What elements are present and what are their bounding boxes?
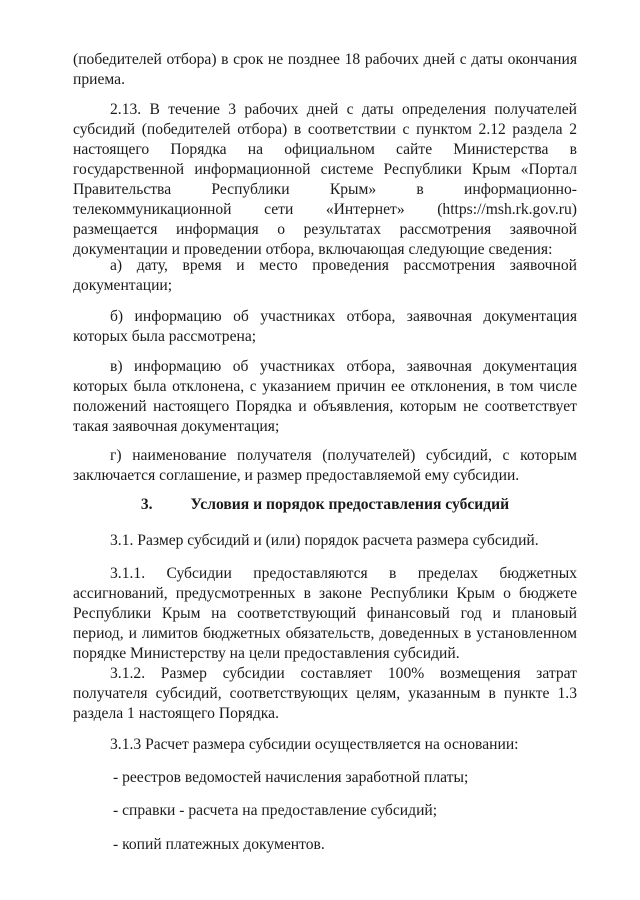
list-item: - справки - расчета на предоставление субсидий; [113,802,438,819]
paragraph-3-1-1: 3.1.1. Субсидии предоставляются в пределах бюджетных ассигнований, предусмотренных в законе Республики Крым о бюджете Республики Крым на соответствующий финансовый год и плановый период, и лимитов бюджетных обязательств, доведенных в установленном порядке Министерству на цели предоставления субсидий. [73,565,577,662]
item-g: г) наименование получателя (получателей) субсидий, с которым заключается соглашение, и размер предоставляемой ему субсидии. [73,447,577,484]
item-a: а) дату, время и место проведения рассмотрения заявочной документации; [73,257,577,294]
paragraph-3-1-3: 3.1.3 Расчет размера субсидии осуществляется на основании: [110,736,519,753]
list-item: - реестров ведомостей начисления заработной платы; [113,769,469,786]
paragraph-3-1-2: 3.1.2. Размер субсидии составляет 100% возмещения затрат получателя субсидий, соответствующих целям, указанным в пункте 1.3 раздела 1 настоящего Порядка. [73,665,577,722]
paragraph-intro: (победителей отбора) в срок не позднее 18 рабочих дней с даты окончания приема. [73,51,577,88]
list-item: - копий платежных документов. [113,836,325,853]
section-title: Условия и порядок предоставления субсидий [190,496,510,513]
paragraph-3-1: 3.1. Размер субсидий и (или) порядок расчета размера субсидий. [110,532,539,549]
section-heading [73,495,577,515]
item-v: в) информацию об участниках отбора, заявочная документация которых была отклонена, с указанием причин ее отклонения, в том числе положений настоящего Порядка и объявления, которым не соответствует такая заявочная документация; [73,358,577,435]
item-b: б) информацию об участниках отбора, заявочная документация которых была рассмотрена; [73,308,577,345]
paragraph-2-13: 2.13. В течение 3 рабочих дней с даты определения получателей субсидий (победителей отбора) в соответствии с пунктом 2.12 раздела 2 настоящего Порядка на официальном сайте Министерства в государственной информационной системе Республики Крым «Портал Правительства Республики Крым» в информационно-телекоммуникационной сети «Интернет» (https://msh.rk.gov.ru) размещается информация о результатах рассмотрения заявочной документации и проведении отбора, включающая следующие сведения: [73,101,577,258]
section-number: 3. [140,496,153,513]
